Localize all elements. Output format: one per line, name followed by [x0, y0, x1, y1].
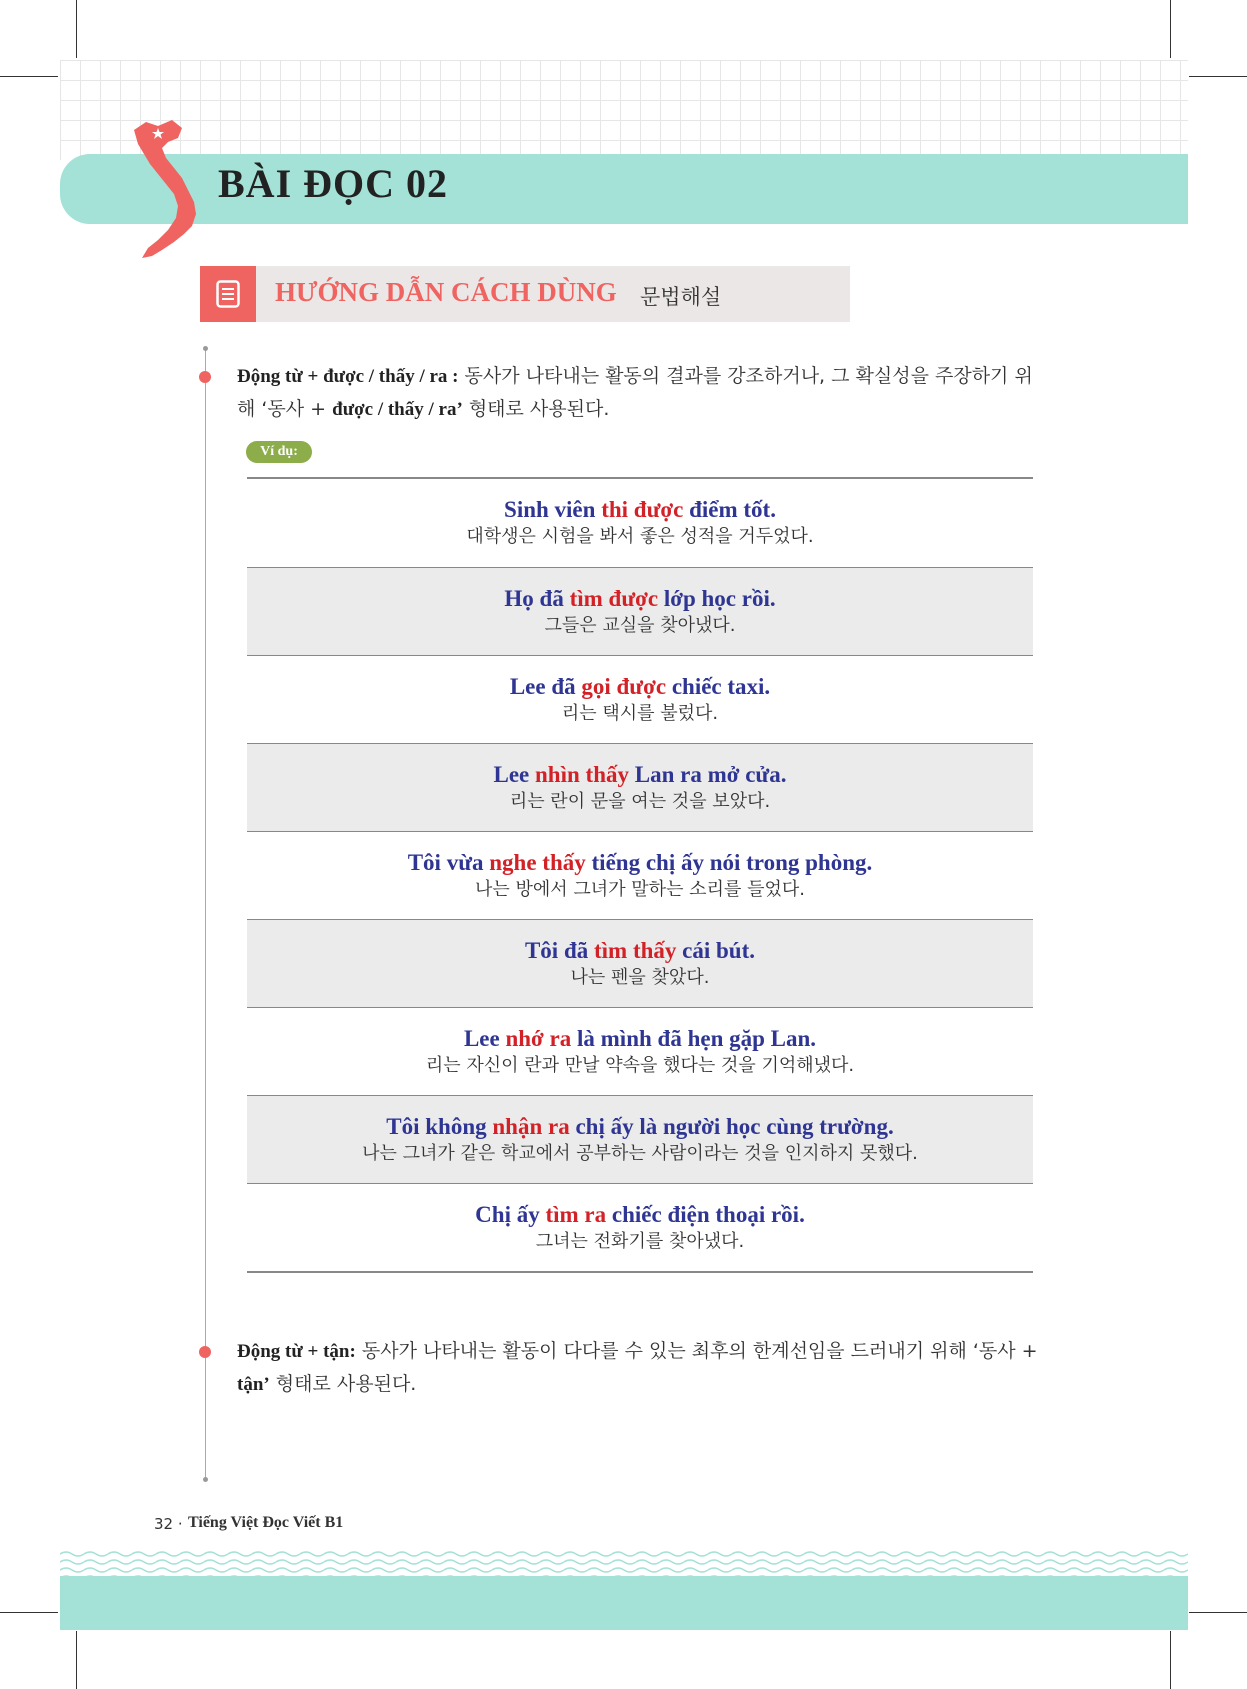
example-korean: 리는 란이 문을 여는 것을 보았다. — [509, 791, 771, 812]
example-vietnamese: Sinh viên thi được điểm tốt. — [504, 497, 776, 522]
example-korean: 나는 펜을 찾았다. — [570, 967, 710, 988]
example-vietnamese: Tôi vừa nghe thấy tiếng chị ấy nói trong phòng. — [407, 850, 873, 875]
example-row — [247, 831, 1033, 919]
grammar-term: Động từ + tận: — [237, 1341, 356, 1362]
grammar-desc: 동사가 나타내는 활동의 결과를 강조하거나, 그 확실성을 주장하기 위 — [458, 365, 1033, 387]
example-vietnamese: Chị ấy tìm ra chiếc điện thoại rồi. — [475, 1202, 805, 1227]
footer-band — [60, 1576, 1188, 1630]
grammar-desc: 동사가 나타내는 활동이 다다를 수 있는 최후의 한계선임을 드러내기 위해 ‘동사 + — [355, 1340, 1038, 1362]
lesson-title: BÀI ĐỌC 02 — [218, 161, 449, 206]
examples-table — [247, 477, 1033, 1273]
example-vietnamese: Họ đã tìm được lớp học rồi. — [504, 586, 776, 611]
example-row — [247, 1095, 1033, 1183]
highlighted-verb: gọi được — [581, 674, 667, 699]
vietnam-map-icon — [128, 118, 208, 268]
grammar-term: được / thấy / ra’ — [332, 399, 463, 420]
example-row — [247, 567, 1033, 655]
example-row — [247, 919, 1033, 1007]
book-title: Tiếng Việt Đọc Viết B1 — [188, 1514, 344, 1531]
section-subtitle: 문법해설 — [640, 285, 722, 309]
example-vietnamese: Lee nhìn thấy Lan ra mở cửa. — [493, 762, 787, 787]
example-label-badge: Ví dụ: — [246, 441, 312, 463]
example-row — [247, 479, 1033, 567]
crop-mark — [0, 76, 58, 77]
example-korean: 리는 자신이 란과 만날 약속을 했다는 것을 기억해냈다. — [425, 1055, 855, 1076]
crop-mark — [76, 0, 77, 58]
grammar-point-2 — [237, 1335, 1047, 1401]
grammar-term: tận’ — [237, 1374, 270, 1395]
example-vietnamese: Tôi đã tìm thấy cái bút. — [524, 938, 756, 963]
document-icon — [216, 280, 240, 308]
section-title: HƯỚNG DẪN CÁCH DÙNG — [275, 277, 617, 307]
example-korean: 나는 그녀가 같은 학교에서 공부하는 사람이라는 것을 인지하지 못했다. — [362, 1143, 918, 1164]
timeline-end-dot — [203, 1477, 208, 1482]
crop-mark — [0, 1612, 58, 1613]
grammar-desc: 형태로 사용된다. — [269, 1373, 417, 1395]
section-icon-box — [200, 266, 256, 322]
highlighted-verb: nghe thấy — [489, 850, 586, 875]
example-korean: 대학생은 시험을 봐서 좋은 성적을 거두었다. — [466, 526, 814, 547]
example-row — [247, 1007, 1033, 1095]
grammar-desc: 해 ‘동사 + — [237, 398, 333, 420]
example-row — [247, 655, 1033, 743]
highlighted-verb: tìm được — [569, 586, 659, 611]
page-number: 32 · — [154, 1515, 183, 1533]
crop-mark — [1189, 76, 1247, 77]
example-vietnamese: Lee đã gọi được chiếc taxi. — [509, 674, 771, 699]
timeline-end-dot — [203, 346, 208, 351]
example-korean: 리는 택시를 불렀다. — [561, 703, 719, 724]
wave-decoration — [60, 1550, 1188, 1578]
grammar-desc: 형태로 사용된다. — [462, 398, 610, 420]
crop-mark — [1170, 1631, 1171, 1689]
example-vietnamese: Tôi không nhận ra chị ấy là người học cùng trường. — [386, 1114, 894, 1139]
example-vietnamese: Lee nhớ ra là mình đã hẹn gặp Lan. — [463, 1026, 817, 1051]
header-grid-background — [60, 60, 1188, 160]
example-row — [247, 1183, 1033, 1271]
crop-mark — [1170, 0, 1171, 58]
highlighted-verb: nhìn thấy — [535, 762, 629, 787]
crop-mark — [1189, 1612, 1247, 1613]
grammar-point-1 — [237, 360, 1047, 426]
example-korean: 그들은 교실을 찾아냈다. — [544, 615, 736, 636]
highlighted-verb: thi được — [601, 497, 684, 522]
highlighted-verb: nhớ ra — [505, 1026, 572, 1051]
crop-mark — [76, 1631, 77, 1689]
example-korean: 그녀는 전화기를 찾아냈다. — [535, 1231, 745, 1252]
highlighted-verb: tìm thấy — [594, 938, 677, 963]
grammar-term: Động từ + được / thấy / ra : — [237, 366, 459, 387]
grammar-bullet — [199, 371, 211, 383]
highlighted-verb: tìm ra — [545, 1202, 607, 1227]
timeline-line — [205, 350, 206, 1480]
example-row — [247, 743, 1033, 831]
example-korean: 나는 방에서 그녀가 말하는 소리를 들었다. — [475, 879, 805, 900]
highlighted-verb: nhận ra — [492, 1114, 570, 1139]
grammar-bullet — [199, 1346, 211, 1358]
